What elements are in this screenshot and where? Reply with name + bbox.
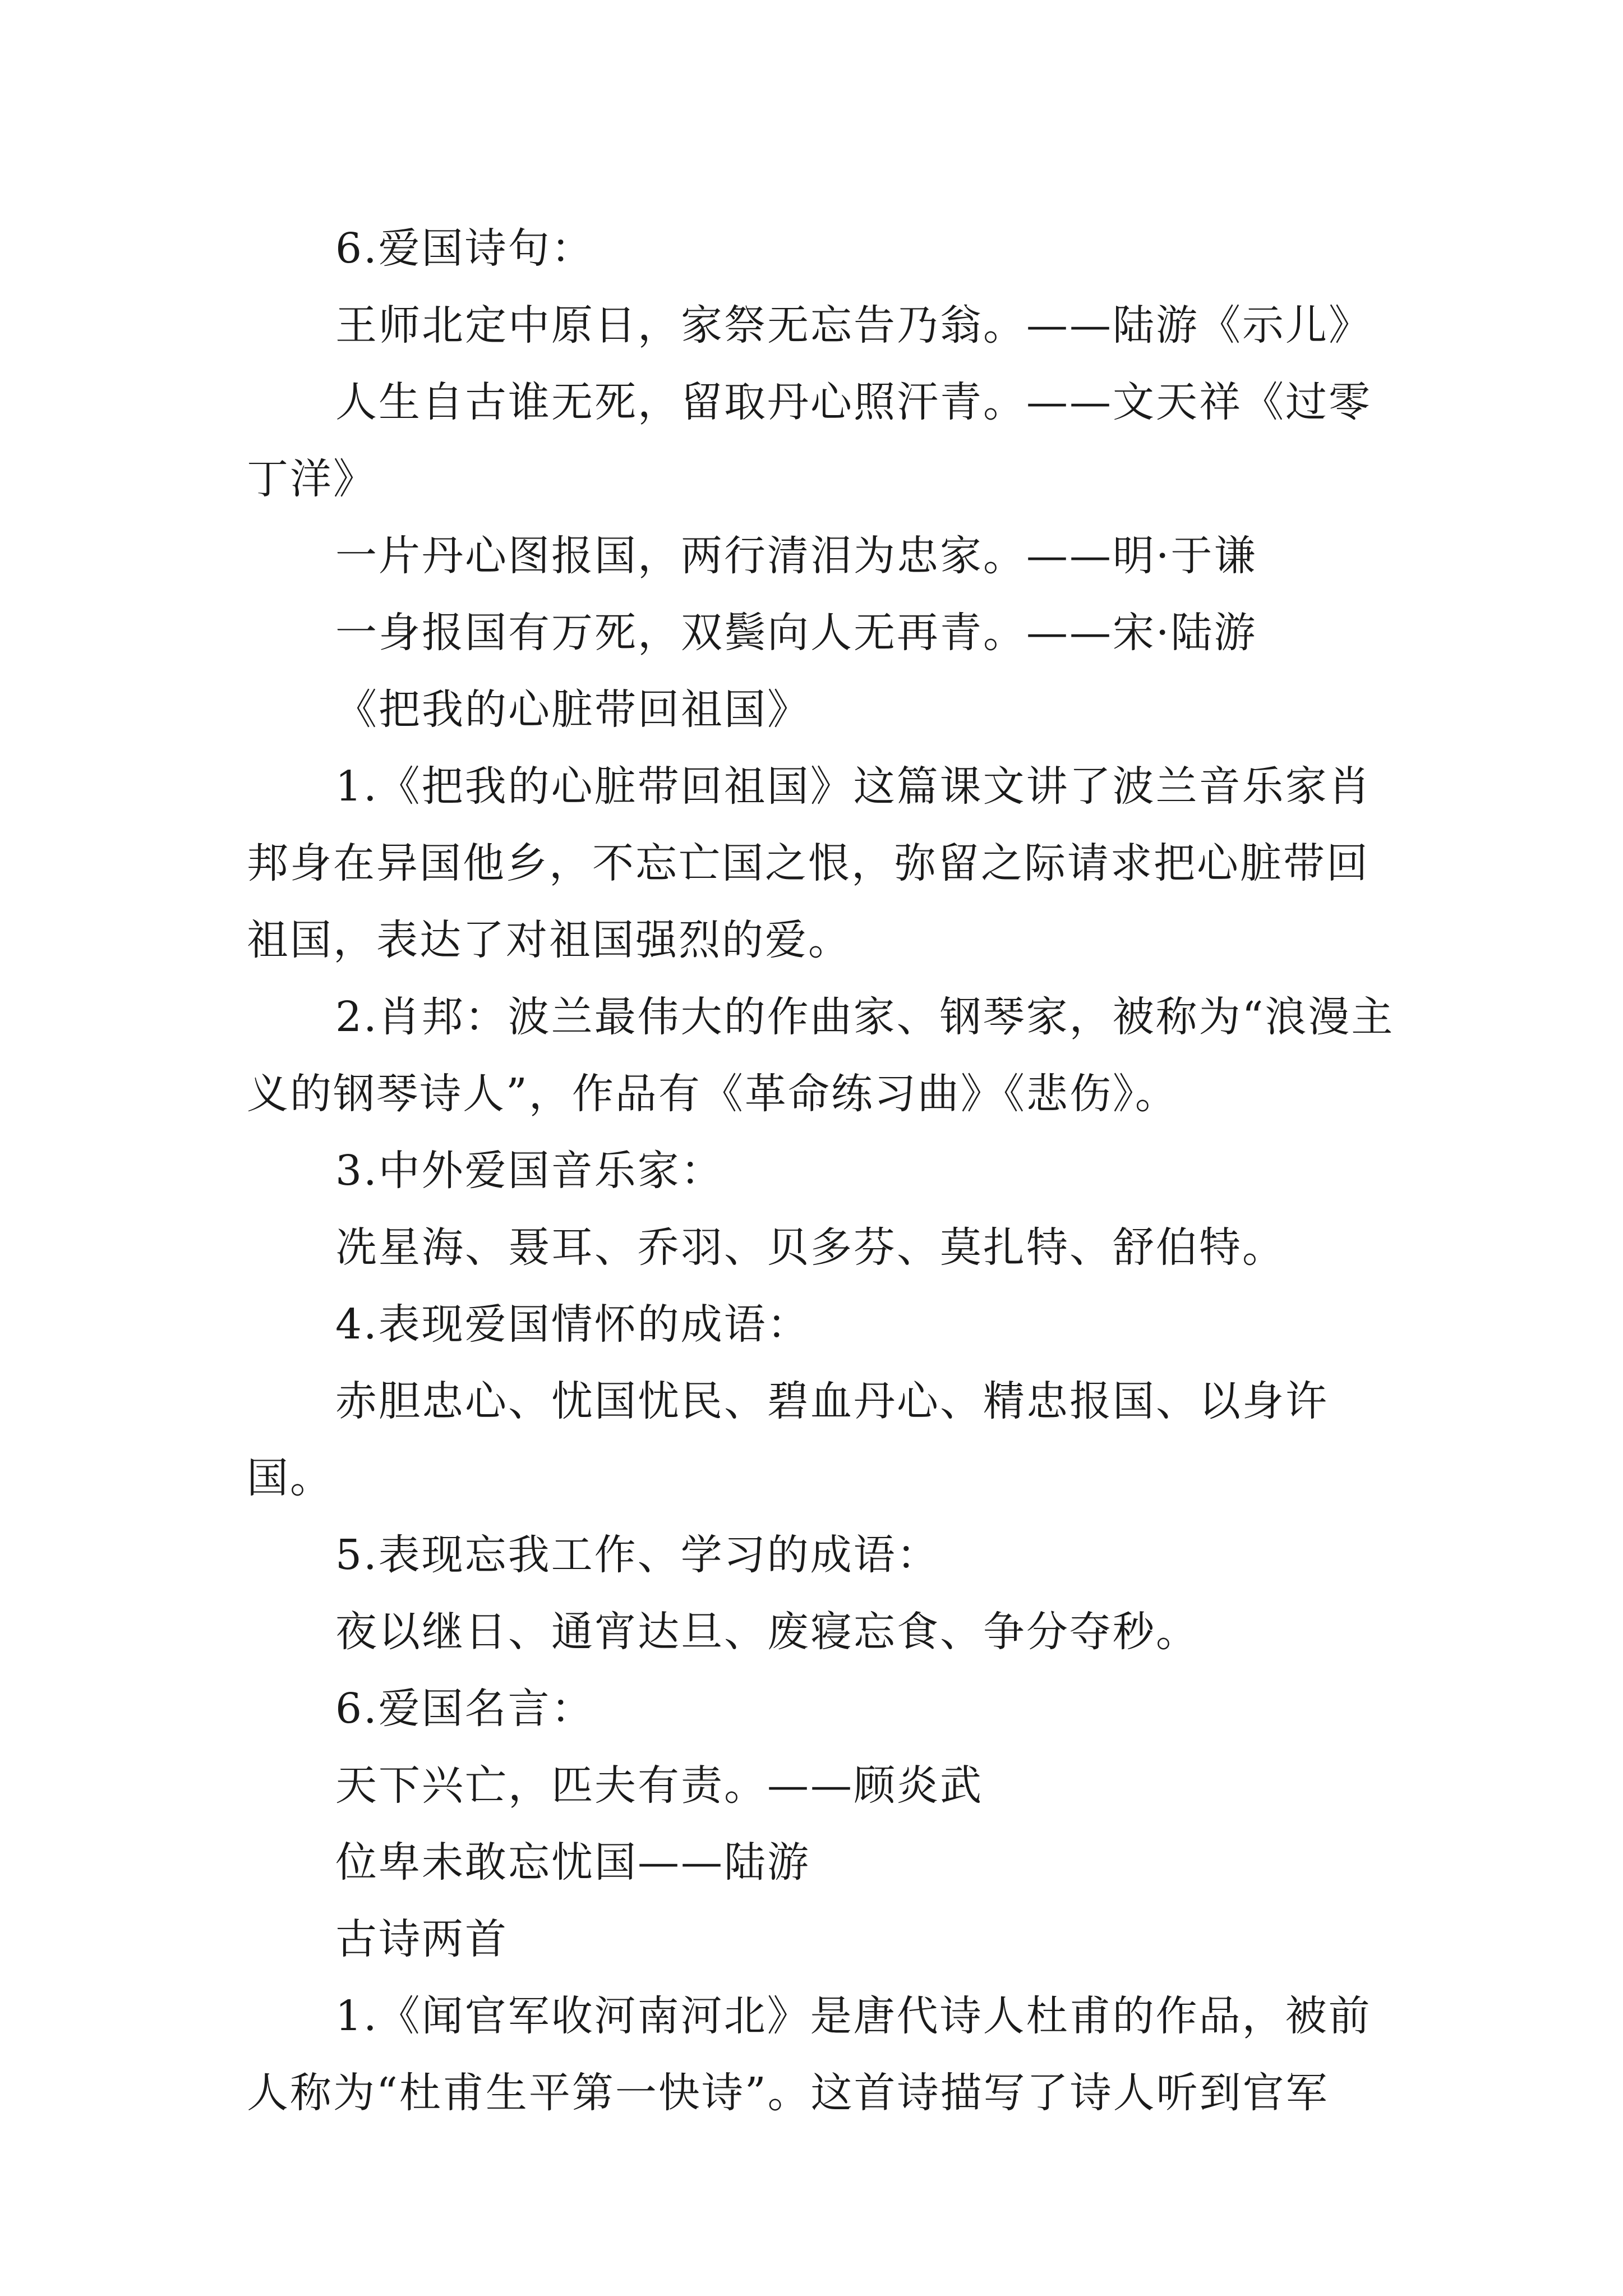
paragraph-du-fu-poem: 1.《闻官军收河南河北》是唐代诗人杜甫的作品，被前人称为“杜甫生平第一快诗”。这首诗描写了诗人听到官军 xyxy=(247,1992,1372,2117)
heading-patriotic-idioms: 4.表现爱国情怀的成语： xyxy=(335,1300,810,1349)
heading-patriotic-musicians: 3.中外爱国音乐家： xyxy=(335,1147,724,1195)
quote-gu-yanwu: 天下兴亡，匹夫有责。——顾炎武 xyxy=(335,1761,983,1810)
paragraph-chopin-summary: 1.《把我的心脏带回祖国》这篇课文讲了波兰音乐家肖邦身在异国他乡，不忘亡国之恨，弥留之际请求把心脏带回祖国，表达了对祖国强烈的爱。 xyxy=(247,762,1372,964)
poem-line-yu-qian: 一片丹心图报国，两行清泪为忠家。——明·于谦 xyxy=(335,532,1257,580)
list-patriotic-musicians: 冼星海、聂耳、乔羽、贝多芬、莫扎特、舒伯特。 xyxy=(335,1223,1285,1272)
quote-lu-you: 位卑未敢忘忧国——陆游 xyxy=(335,1838,810,1887)
paragraph-chopin-intro: 2.肖邦：波兰最伟大的作曲家、钢琴家，被称为“浪漫主义的钢琴诗人”，作品有《革命练习曲》《悲伤》。 xyxy=(247,993,1395,1118)
heading-patriotic-quotes: 6.爱国名言： xyxy=(335,1685,594,1733)
list-diligence-idioms: 夜以继日、通宵达旦、废寝忘食、争分夺秒。 xyxy=(335,1608,1199,1656)
section-title-chopin-heart: 《把我的心脏带回祖国》 xyxy=(335,685,810,734)
poem-line-lu-you-shi-er: 王师北定中原日，家祭无忘告乃翁。——陆游《示儿》 xyxy=(335,301,1372,349)
poem-line-lu-you: 一身报国有万死，双鬓向人无再青。——宋·陆游 xyxy=(335,609,1257,657)
section-title-two-poems: 古诗两首 xyxy=(335,1915,508,1963)
heading-patriotic-poems: 6.爱国诗句： xyxy=(335,224,594,273)
list-patriotic-idioms: 赤胆忠心、忧国忧民、碧血丹心、精忠报国、以身许国。 xyxy=(247,1377,1329,1502)
poem-line-wen-tianxiang: 人生自古谁无死，留取丹心照汗青。——文天祥《过零丁洋》 xyxy=(247,378,1372,503)
heading-diligence-idioms: 5.表现忘我工作、学习的成语： xyxy=(335,1531,940,1579)
document-body xyxy=(247,210,1410,2132)
